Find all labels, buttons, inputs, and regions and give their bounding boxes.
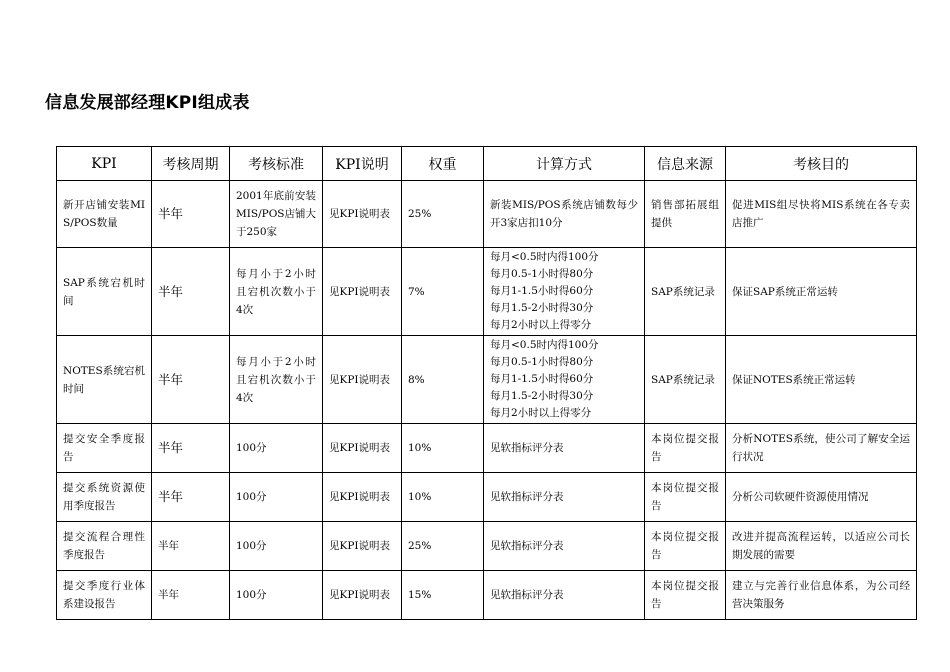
cell-kpi: 提交流程合理性季度报告: [57, 522, 152, 571]
table-header-row: [57, 147, 917, 181]
cell-calc-method: [484, 248, 645, 336]
cell-purpose: 改进并提高流程运转，以适应公司长期发展的需要: [726, 522, 917, 571]
cell-period: 半年: [152, 571, 230, 620]
header-standard: 考核标准: [230, 147, 323, 181]
cell-weight: 15%: [402, 571, 484, 620]
calc-line: 每月0.5-1小时得80分: [490, 268, 594, 280]
cell-weight: 25%: [402, 522, 484, 571]
calc-line: 每月1-1.5小时得60分: [490, 373, 594, 385]
cell-standard: 100分: [230, 424, 323, 473]
cell-calc-method: [484, 336, 645, 424]
cell-period: 半年: [152, 336, 230, 424]
cell-kpi-desc: 见KPI说明表: [323, 248, 402, 336]
cell-kpi-desc: 见KPI说明表: [323, 571, 402, 620]
cell-period: 半年: [152, 473, 230, 522]
calc-line: 每月2小时以上得零分: [490, 407, 592, 419]
kpi-table: [56, 146, 917, 620]
header-period: 考核周期: [152, 147, 230, 181]
cell-kpi-desc: 见KPI说明表: [323, 336, 402, 424]
table-row: [57, 571, 917, 620]
header-purpose: 考核目的: [726, 147, 917, 181]
cell-info-source: 本岗位提交报告: [645, 424, 726, 473]
header-kpi-desc: KPI说明: [323, 147, 402, 181]
cell-period: 半年: [152, 181, 230, 248]
cell-purpose: 保证NOTES系统正常运转: [726, 336, 917, 424]
cell-standard: 每月小于2小时且宕机次数小于4次: [230, 248, 323, 336]
cell-info-source: 本岗位提交报告: [645, 522, 726, 571]
cell-info-source: 本岗位提交报告: [645, 473, 726, 522]
cell-calc-method: [484, 181, 645, 248]
document-title: 信息发展部经理KPI组成表: [45, 93, 250, 113]
cell-standard: 2001年底前安装MIS/POS店铺大于250家: [230, 181, 323, 248]
cell-purpose: 保证SAP系统正常运转: [726, 248, 917, 336]
cell-kpi-desc: 见KPI说明表: [323, 181, 402, 248]
cell-info-source: SAP系统记录: [645, 336, 726, 424]
cell-weight: 10%: [402, 473, 484, 522]
cell-calc-method: 见软指标评分表: [484, 522, 645, 571]
calc-line: 每月1-1.5小时得60分: [490, 285, 594, 297]
cell-kpi-desc: 见KPI说明表: [323, 473, 402, 522]
cell-purpose: 分析NOTES系统，使公司了解安全运行状况: [726, 424, 917, 473]
cell-kpi: SAP系统宕机时间: [57, 248, 152, 336]
calc-line: 每月<0.5时内得100分: [490, 251, 599, 263]
cell-kpi: 提交安全季度报告: [57, 424, 152, 473]
cell-weight: 25%: [402, 181, 484, 248]
cell-weight: 8%: [402, 336, 484, 424]
cell-purpose: 促进MIS组尽快将MIS系统在各专卖店推广: [726, 181, 917, 248]
cell-period: 半年: [152, 424, 230, 473]
cell-calc-method: 见软指标评分表: [484, 473, 645, 522]
header-calc-method: 计算方式: [484, 147, 645, 181]
calc-line: 每月<0.5时内得100分: [490, 339, 599, 351]
cell-kpi: 新开店铺安装MIS/POS数量: [57, 181, 152, 248]
cell-kpi-desc: 见KPI说明表: [323, 522, 402, 571]
calc-line: 每月1.5-2小时得30分: [490, 302, 594, 314]
cell-standard: 100分: [230, 522, 323, 571]
cell-purpose: 分析公司软硬件资源使用情况: [726, 473, 917, 522]
cell-weight: 7%: [402, 248, 484, 336]
header-kpi: KPI: [57, 147, 152, 181]
cell-standard: 100分: [230, 571, 323, 620]
calc-line: 每月2小时以上得零分: [490, 319, 592, 331]
cell-kpi: 提交季度行业体系建设报告: [57, 571, 152, 620]
table-row: [57, 181, 917, 248]
table-row: [57, 522, 917, 571]
cell-kpi: NOTES系统宕机时间: [57, 336, 152, 424]
table-row: [57, 248, 917, 336]
table-row: [57, 473, 917, 522]
calc-line: 每月1.5-2小时得30分: [490, 390, 594, 402]
cell-calc-method: 见软指标评分表: [484, 424, 645, 473]
cell-info-source: 本岗位提交报告: [645, 571, 726, 620]
header-info-source: 信息来源: [645, 147, 726, 181]
table-row: [57, 336, 917, 424]
calc-line: 每月0.5-1小时得80分: [490, 356, 594, 368]
table-row: [57, 424, 917, 473]
cell-calc-method: 见软指标评分表: [484, 571, 645, 620]
cell-purpose: 建立与完善行业信息体系，为公司经营决策服务: [726, 571, 917, 620]
cell-info-source: SAP系统记录: [645, 248, 726, 336]
calc-line: 新装MIS/POS系统店铺数每少开3家店扣10分: [490, 199, 638, 229]
cell-period: 半年: [152, 248, 230, 336]
cell-standard: 每月小于2小时且宕机次数小于4次: [230, 336, 323, 424]
cell-weight: 10%: [402, 424, 484, 473]
cell-kpi: 提交系统资源使用季度报告: [57, 473, 152, 522]
cell-kpi-desc: 见KPI说明表: [323, 424, 402, 473]
cell-standard: 100分: [230, 473, 323, 522]
cell-info-source: 销售部拓展组提供: [645, 181, 726, 248]
header-weight: 权重: [402, 147, 484, 181]
cell-period: 半年: [152, 522, 230, 571]
